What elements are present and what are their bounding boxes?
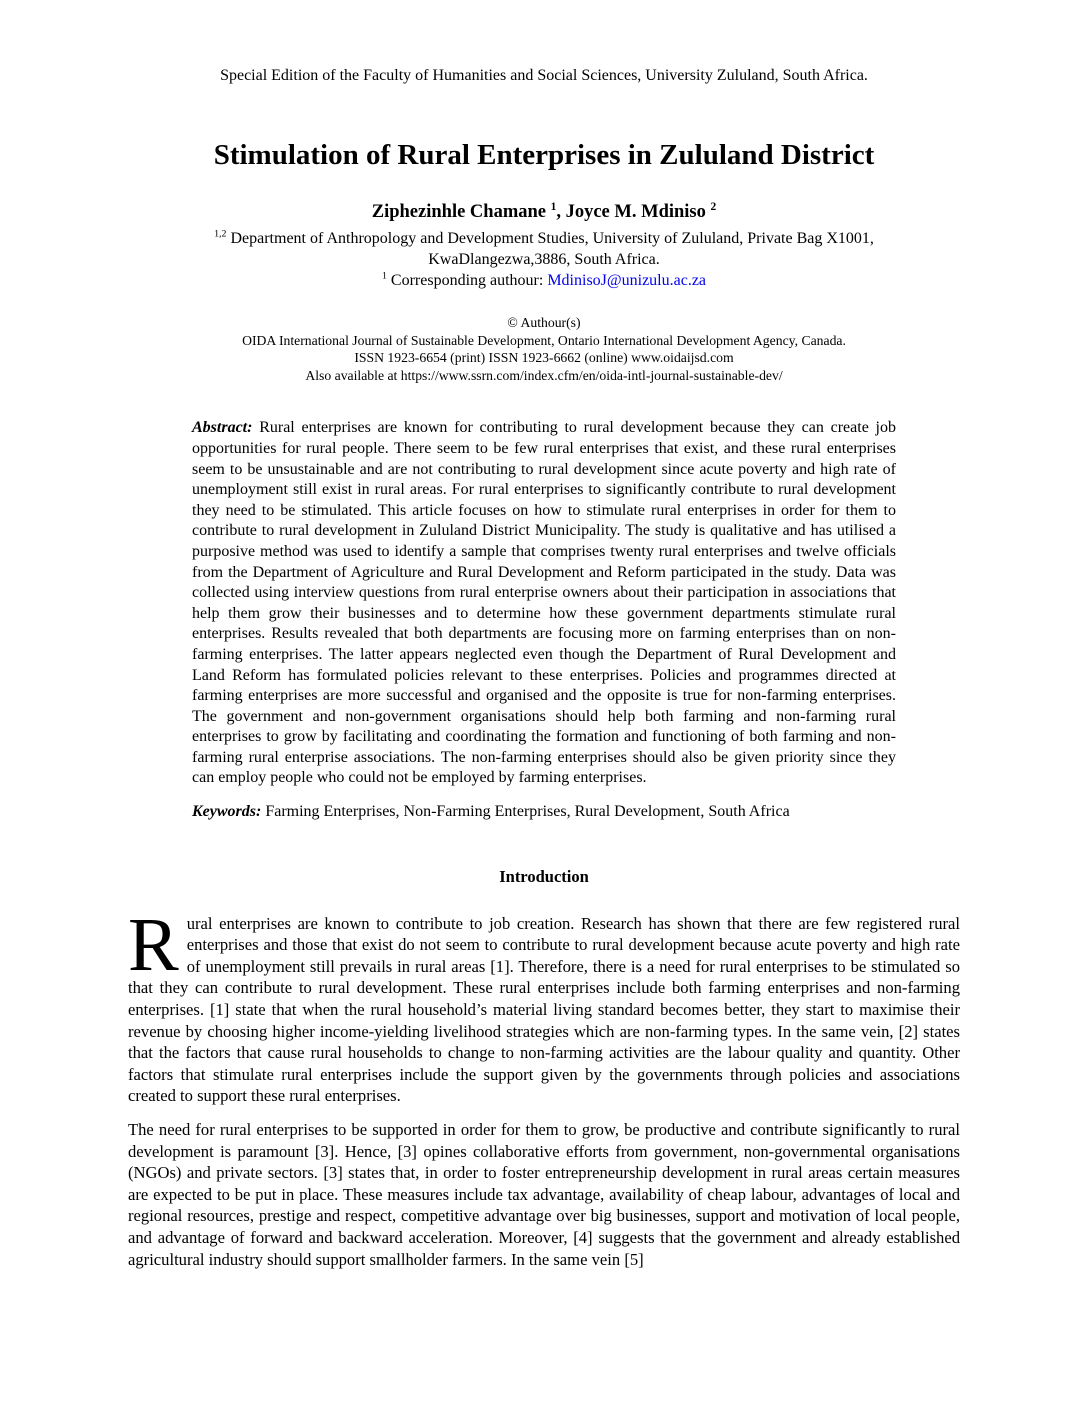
paper-title: Stimulation of Rural Enterprises in Zululand District [213,139,875,171]
availability-line: Also available at https://www.ssrn.com/index.cfm/en/oida-intl-journal-sustainable-dev/ [305,367,783,383]
copyright-block [128,314,960,384]
introduction-paragraph-1 [128,902,960,1107]
journal-header-note: Special Edition of the Faculty of Humanities and Social Sciences, University Zululand, South Africa. [220,67,868,84]
journal-name-line: OIDA International Journal of Sustainable Development, Ontario International Development Agency, Canada. [242,332,846,348]
copyright-authors-line: © Authour(s) [507,315,581,330]
abstract-label: Abstract: [192,419,253,437]
keywords-label: Keywords: [192,803,262,821]
authors-separator: , [556,202,566,222]
authors-line [128,201,960,223]
author-1-superscript: 1 [550,200,557,213]
corresponding-superscript: 1 [381,270,387,282]
introduction-heading: Introduction [499,866,589,886]
author-1-name: Ziphezinhle Chamane [371,202,551,222]
affiliation-line-1 [128,228,960,249]
corresponding-label: Corresponding authour: [386,272,548,289]
abstract-text: Rural enterprises are known for contributing to rural development because they can create job opportunities for rural people. There seem to be few rural enterprises that exist, and these rural enterprises seem to be unsustainable and are not contributing to rural development since acute poverty and high rate of unemployment still exist in rural areas. For rural enterprises to significantly contribute to rural development they need to be stimulated. This article focuses on how to stimulate rural enterprises in order for them to contribute to rural development in Zululand District Municipality. The study is qualitative and has utilised a purposive method was used to identify a sample that comprises twenty rural enterprises and twelve officials from the Department of Agriculture and Rural Development and Reform participated in the study. Data was collected using interview questions from rural enterprise owners about their participation in associations that help them grow their businesses and to determine how these government departments stimulate rural enterprises. Results revealed that both departments are focusing more on farming enterprises than on non-farming enterprises. The latter appears neglected even though the Department of Rural Development and Land Reform has formulated policies relevant to these enterprises. Policies and programmes directed at farming enterprises are more successful and organised and the opposite is true for non-farming enterprises. The government and non-government organisations should help both farming and non-farming rural enterprises to grow by facilitating and coordinating the formation and functioning of both farming and non-farming rural enterprise associations. The non-farming enterprises should also be given priority since they can employ people who could not be employed by farming enterprises. [192,419,896,787]
author-2-superscript: 2 [710,200,717,213]
affiliation-superscript: 1,2 [214,228,227,240]
introduction-paragraph-1-text: ural enterprises are known to contribute to job creation. Research has shown that there are few registered rural enterprises and those that exist do not seem to contribute to rural development because acute poverty and high rate of unemployment still prevails in rural areas [1]. Therefore, there is a need for rural enterprises to be stimulated so that they can contribute to rural development. These rural enterprises include both farming enterprises and non-farming enterprises. [1] state that when the rural household’s material living standard becomes better, they start to maximise their revenue by choosing higher income-yielding livelihood strategies which are non-farming types. In the same vein, [2] states that the factors that cause rural households to change to non-farming activities are the labour quality and quantity. Other factors that stimulate rural enterprises include the support given by the governments through policies and associations created to support these rural enterprises. [128,913,960,1106]
corresponding-author-line [128,270,960,291]
affiliation-line-2: KwaDlangezwa,3886, South Africa. [428,251,660,268]
introduction-paragraph-2: The need for rural enterprises to be supported in order for them to grow, be productive and contribute significantly to rural development is paramount [3]. Hence, [3] opines collaborative efforts from government, non-governmental organisations (NGOs) and private sectors. [3] states that, in order to foster entrepreneurship development in rural areas certain measures are expected to be put in place. These measures include tax advantage, availability of cheap labour, advantages of local and regional resources, prestige and respect, competitive advantage over big businesses, support and motivation of local people, and advantage of forward and backward acceleration. Moreover, [4] suggests that the government and already established agricultural industry should support smallholder farmers. In the same vein [5] [128,1120,960,1269]
affiliation-text: Department of Anthropology and Development Studies, University of Zululand, Private Bag X1001, [226,230,874,247]
dropcap-letter: R [128,902,179,987]
abstract-block [192,418,896,822]
affiliation-block [128,228,960,291]
author-2-name: Joyce M. Mdiniso [565,202,711,222]
issn-line: ISSN 1923-6654 (print) ISSN 1923-6662 (online) www.oidaijsd.com [354,350,734,366]
keywords-line [192,802,896,823]
corresponding-email-link[interactable]: MdinisoJ@unizulu.ac.za [547,272,707,289]
keywords-text: Farming Enterprises, Non-Farming Enterprises, Rural Development, South Africa [261,803,790,821]
abstract-paragraph [192,418,896,789]
